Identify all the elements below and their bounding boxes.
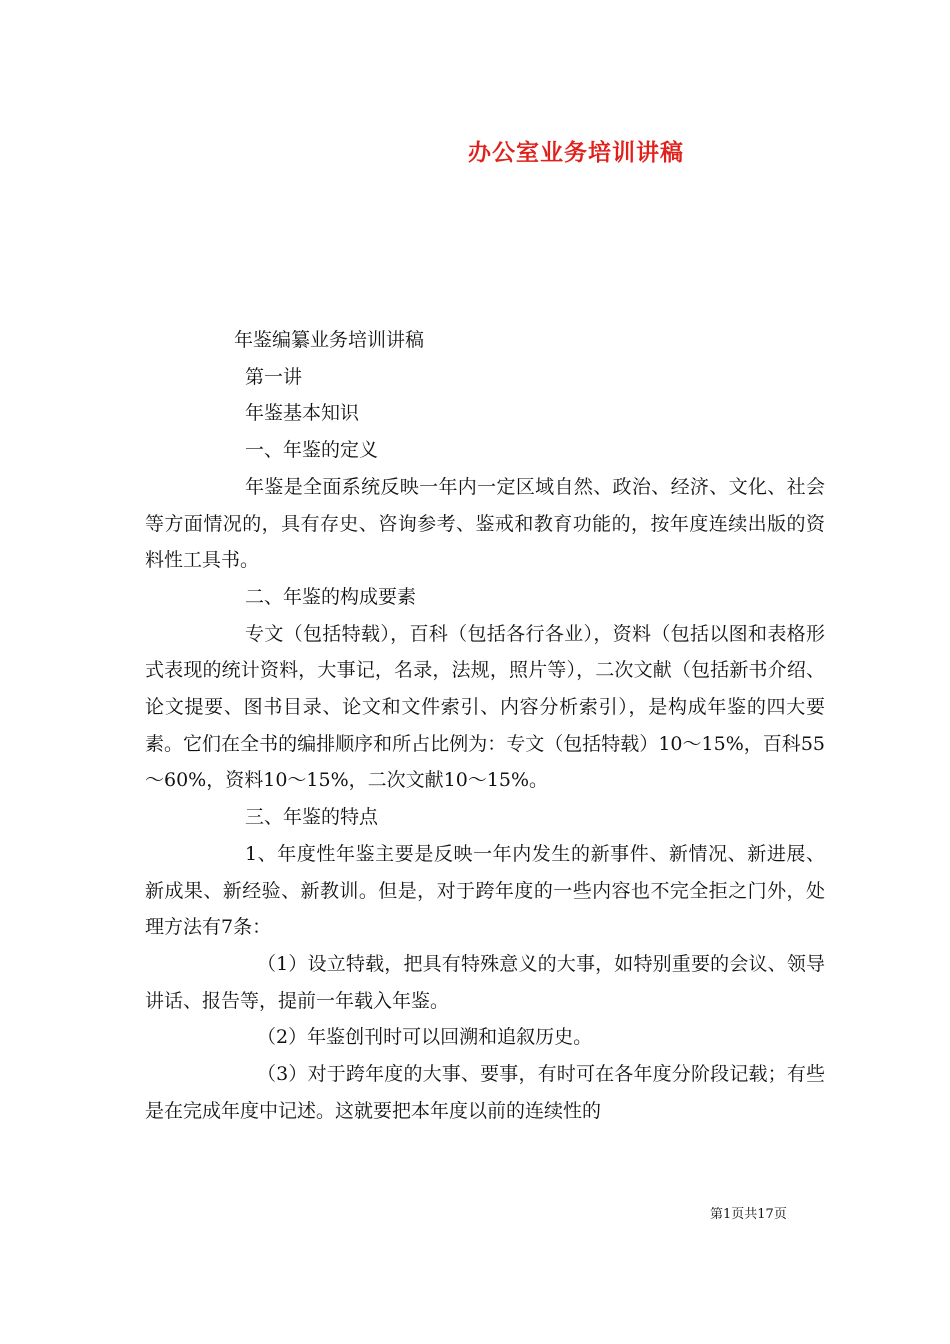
heading-elements: 二、年鉴的构成要素	[245, 585, 417, 608]
heading-features: 三、年鉴的特点	[245, 806, 379, 829]
paragraph-lecture-topic: 年鉴基本知识	[245, 402, 360, 425]
heading-definition: 一、年鉴的定义	[245, 439, 379, 462]
paragraph-lecture-number: 第一讲	[245, 365, 303, 388]
paragraph-elements: 专文（包括特载），百科（包括各行各业），资料（包括以图和表格形式表现的统计资料，大事记，名录，法规，照片等），二次文献（包括新书介绍、论文提要、图书目录、论文和文件索引、内容分析索引），是构成年鉴的四大要素。它们在全书的编排顺序和所占比例为：专文（包括特载）10～15%，百科55～60%，资料10～15%，二次文献10～15%。	[145, 622, 825, 792]
page-footer: 第1页共17页	[710, 1207, 787, 1222]
paragraph-item-1: （1）设立特载，把具有特殊意义的大事，如特别重要的会议、领导讲话、报告等，提前一年载入年鉴。	[145, 952, 825, 1012]
document-title: 办公室业务培训讲稿	[468, 139, 684, 166]
paragraph-item-3: （3）对于跨年度的大事、要事，有时可在各年度分阶段记载；有些是在完成年度中记述。这就要把本年度以前的连续性的	[145, 1063, 825, 1122]
document-body	[145, 322, 825, 1129]
paragraph-annual-feature: 1、年度性年鉴主要是反映一年内发生的新事件、新情况、新进展、新成果、新经验、新教训。但是，对于跨年度的一些内容也不完全拒之门外，处理方法有7条：	[145, 842, 825, 939]
paragraph-subtitle: 年鉴编纂业务培训讲稿	[234, 329, 425, 351]
paragraph-definition: 年鉴是全面系统反映一年内一定区域自然、政治、经济、文化、社会等方面情况的，具有存史、咨询参考、鉴戒和教育功能的，按年度连续出版的资料性工具书。	[145, 475, 825, 572]
paragraph-item-2: （2）年鉴创刊时可以回溯和追叙历史。	[257, 1026, 593, 1049]
